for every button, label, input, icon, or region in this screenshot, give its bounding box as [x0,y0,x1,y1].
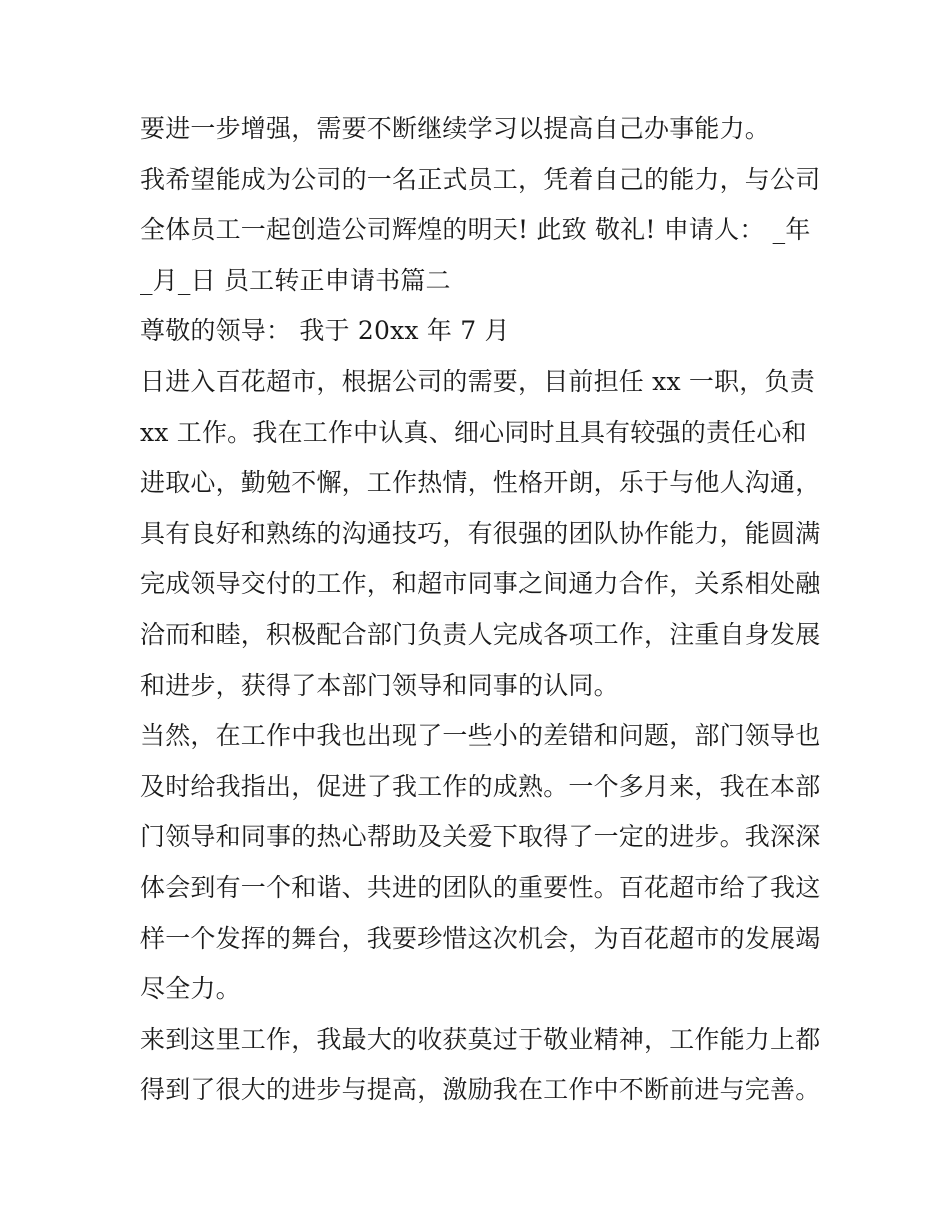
document-body [140,104,820,1116]
text-line: 具有良好和熟练的沟通技巧，有很强的团队协作能力，能圆满 [140,518,821,548]
text-line: 全体员工一起创造公司辉煌的明天! 此致 敬礼! 申请人： _年 [140,215,811,245]
text-line: 得到了很大的进步与提高，激励我在工作中不断前进与完善。 [140,1075,821,1105]
text-line: _月_日 员工转正申请书篇二 [140,265,451,295]
text-line: 完成领导交付的工作，和超市同事之间通力合作，关系相处融 [140,569,821,599]
text-line: 日进入百花超市，根据公司的需要，目前担任 xx 一职，负责 [140,366,815,396]
text-line: 进取心，勤勉不懈，工作热情，性格开朗，乐于与他人沟通， [140,468,821,498]
text-line: 来到这里工作，我最大的收获莫过于敬业精神，工作能力上都 [140,1024,821,1054]
text-line: 及时给我指出，促进了我工作的成熟。一个多月来，我在本部 [140,771,821,801]
text-line: 当然，在工作中我也出现了一些小的差错和问题，部门领导也 [140,721,821,751]
text-line: 和进步，获得了本部门领导和同事的认同。 [140,670,619,700]
text-line: 洽而和睦，积极配合部门负责人完成各项工作，注重自身发展 [140,619,821,649]
text-line: xx 工作。我在工作中认真、细心同时且具有较强的责任心和 [140,417,807,447]
text-line: 门领导和同事的热心帮助及关爱下取得了一定的进步。我深深 [140,822,821,852]
text-line: 样一个发挥的舞台，我要珍惜这次机会，为百花超市的发展竭 [140,923,821,953]
text-line: 尽全力。 [140,974,241,1004]
text-line: 要进一步增强，需要不断继续学习以提高自己办事能力。 [140,114,771,143]
text-line: 我希望能成为公司的一名正式员工，凭着自己的能力，与公司 [140,164,821,194]
text-line: 尊敬的领导： 我于 20xx 年 7 月 [140,316,510,346]
text-line: 体会到有一个和谐、共进的团队的重要性。百花超市给了我这 [140,872,821,902]
